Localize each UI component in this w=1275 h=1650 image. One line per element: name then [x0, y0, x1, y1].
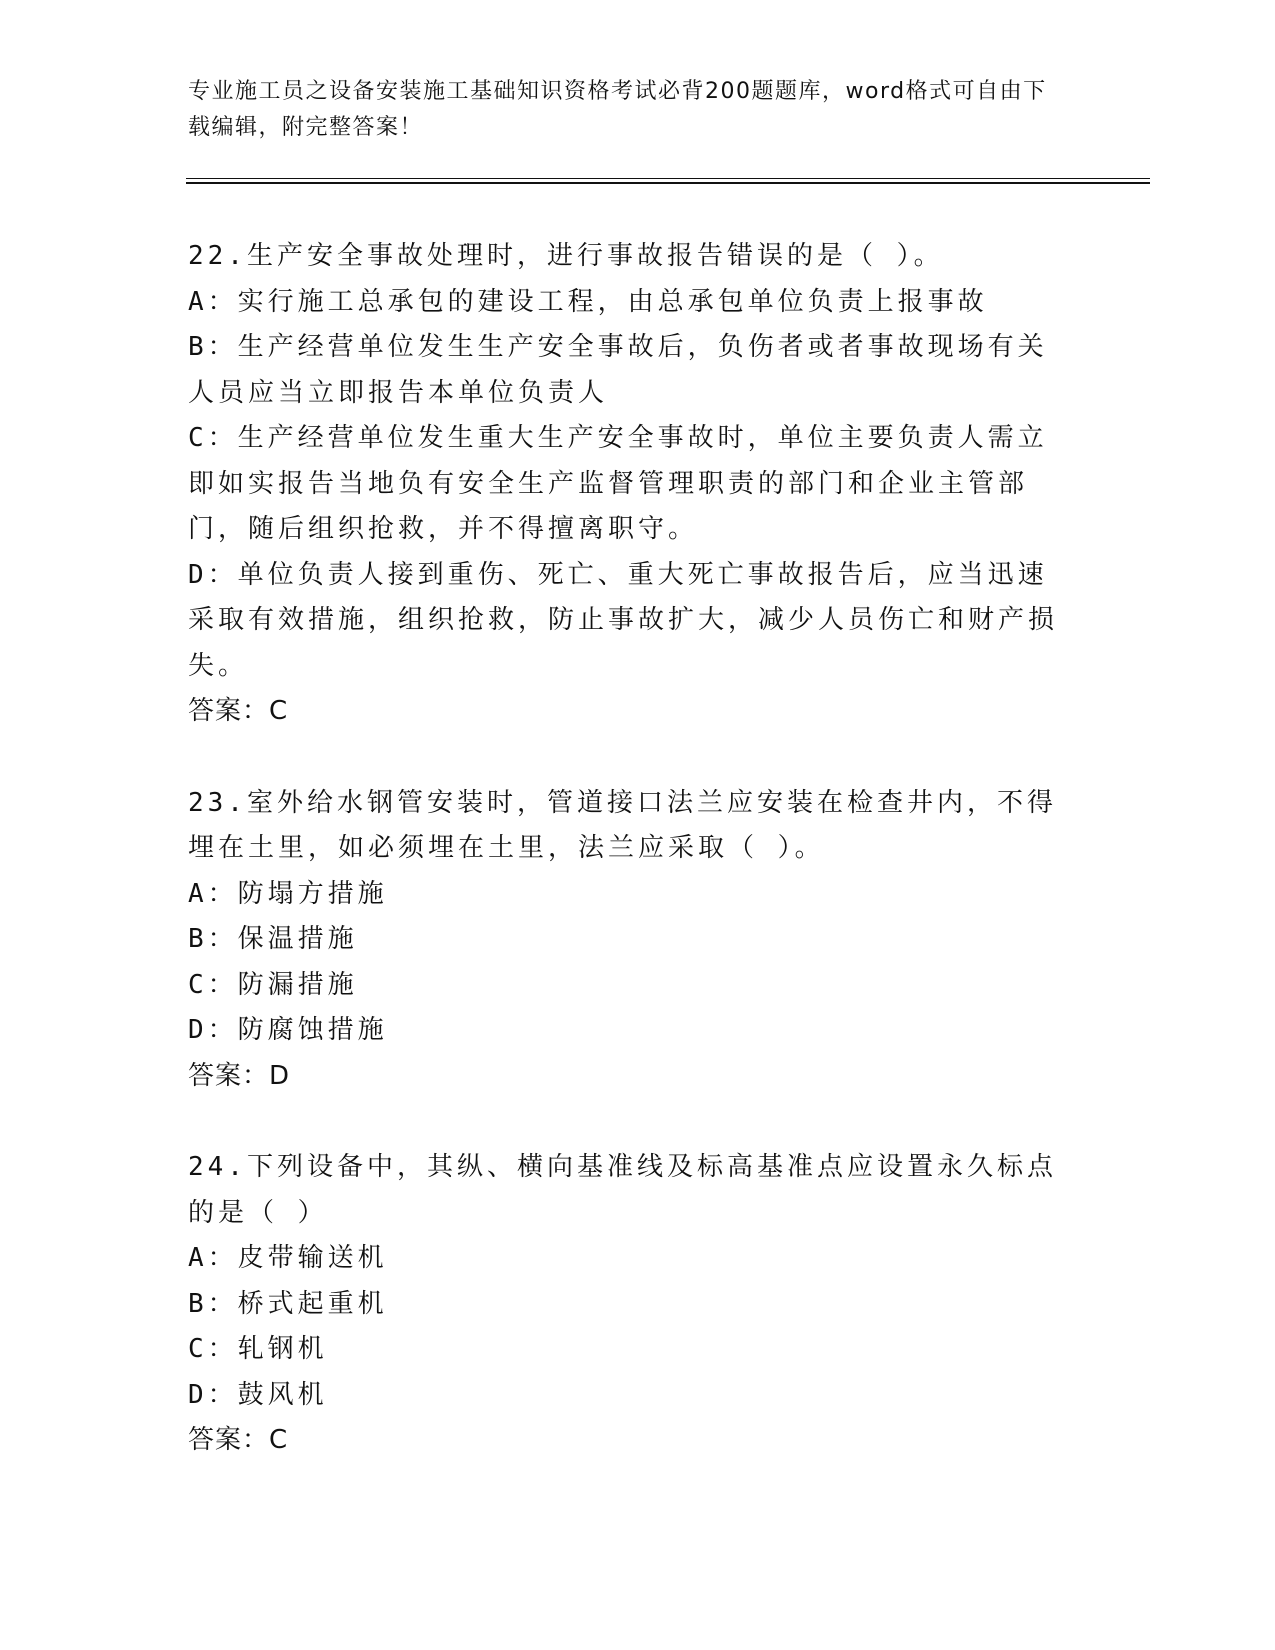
- option-c: C：生产经营单位发生重大生产安全事故时，单位主要负责人需立即如实报告当地负有安全生产监督管理职责的部门和企业主管部门，随后组织抢救，并不得擅离职守。: [188, 423, 1048, 544]
- option-a: A：实行施工总承包的建设工程，由总承包单位负责上报事故: [188, 286, 988, 317]
- question-text: 22.生产安全事故处理时，进行事故报告错误的是（ ）。: [188, 241, 944, 271]
- answer: 答案：D: [188, 1060, 291, 1091]
- option-b: B：保温措施: [188, 924, 358, 954]
- header-divider-thick: [186, 182, 1150, 184]
- question-22: [188, 234, 1068, 735]
- answer: 答案：C: [188, 1425, 289, 1455]
- answer: 答案：C: [188, 696, 289, 726]
- option-c: C：防漏措施: [188, 969, 358, 1000]
- question-23: [188, 781, 1068, 1100]
- page-header: 专业施工员之设备安装施工基础知识资格考试必背200题题库，word格式可自由下载编辑，附完整答案！: [188, 79, 1047, 140]
- option-a: A：皮带输送机: [188, 1243, 388, 1273]
- question-24: [188, 1145, 1068, 1464]
- header-divider-thin: [186, 178, 1150, 179]
- option-c: C：轧钢机: [188, 1334, 328, 1364]
- option-d: D：单位负责人接到重伤、死亡、重大死亡事故报告后，应当迅速采取有效措施，组织抢救，防止事故扩大，减少人员伤亡和财产损失。: [188, 559, 1059, 681]
- option-b: B：桥式起重机: [188, 1288, 388, 1319]
- question-list: [188, 234, 1068, 1510]
- option-a: A：防塌方措施: [188, 878, 388, 909]
- option-d: D：鼓风机: [188, 1379, 328, 1410]
- question-text: 24.下列设备中，其纵、横向基准线及标高基准点应设置永久标点的是（ ）: [188, 1152, 1057, 1228]
- option-b: B：生产经营单位发生生产安全事故后，负伤者或者事故现场有关人员应当立即报告本单位负责人: [188, 332, 1048, 408]
- option-d: D：防腐蚀措施: [188, 1015, 388, 1045]
- question-text: 23.室外给水钢管安装时，管道接口法兰应安装在检查井内，不得埋在土里，如必须埋在土里，法兰应采取（ ）。: [188, 787, 1057, 863]
